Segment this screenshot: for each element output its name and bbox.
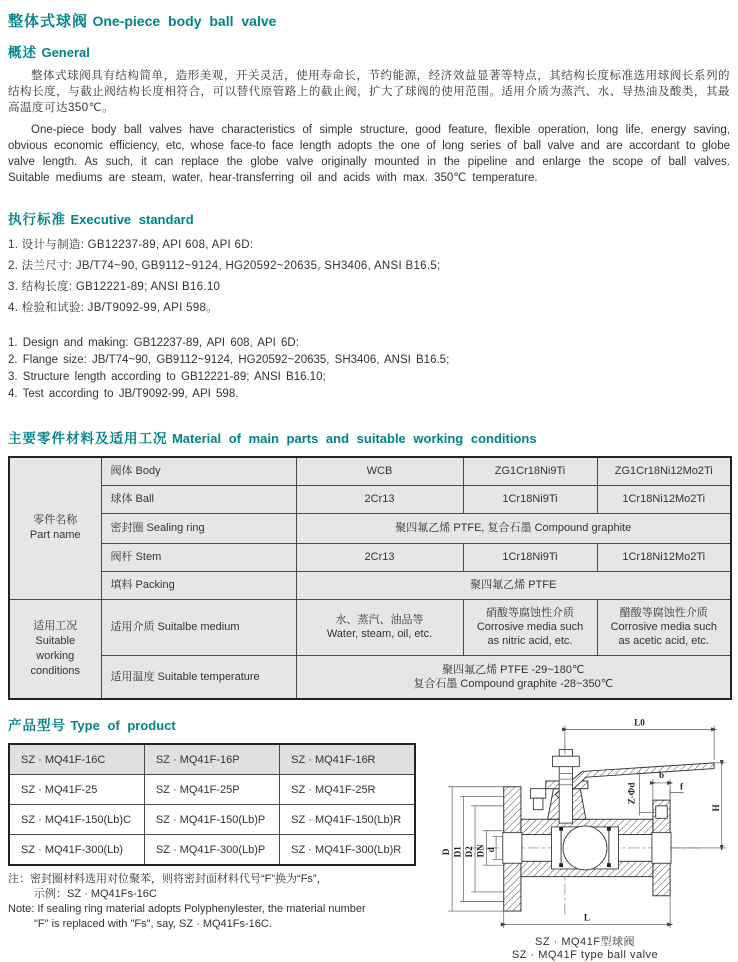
seal-block — [607, 827, 611, 831]
conditions-en: Suitable — [35, 634, 76, 647]
part-label: 阀体 Body — [101, 457, 296, 485]
material-cell: 2Cr13 — [296, 485, 463, 513]
medium-zh: 醋酸等腐蚀性介质 — [619, 607, 708, 619]
stem-nut — [552, 756, 579, 767]
section-heading-materials — [8, 427, 730, 448]
dim-label-l: L — [583, 912, 590, 923]
right-flange-bore — [652, 833, 671, 864]
medium-en: as nitric acid, etc. — [487, 635, 573, 647]
bottom-section — [8, 714, 730, 962]
notes — [8, 872, 424, 932]
dim-label-l0: L0 — [634, 717, 645, 728]
dim-extension — [565, 726, 714, 760]
product-column — [8, 714, 424, 962]
condition-label: 适用介质 Suitalbe medium — [101, 599, 296, 655]
material-cell: ZG1Cr18Ni9Ti — [463, 457, 597, 485]
part-name-zh: 零件名称 — [33, 514, 78, 527]
dim-label-D: D — [441, 848, 452, 856]
material-cell: ZG1Cr18Ni12Mo2Ti — [597, 457, 731, 485]
heading-standard-en: Executive standard — [70, 212, 194, 227]
group-cell-part-name — [9, 457, 101, 599]
medium-en: as acetic acid, etc. — [618, 635, 709, 647]
page-title — [8, 10, 730, 31]
drawing-caption — [434, 936, 736, 962]
section-heading-product — [8, 714, 424, 735]
note-line-zh: 注：密封圈材料选用对位聚苯，则将密封面材料代号“F”换为“Fs”， — [8, 873, 328, 885]
standard-item: 4. Test according to JB/T9092-99, API 598. — [8, 388, 239, 400]
group-cell-conditions — [9, 599, 101, 699]
stem-cap — [559, 749, 572, 756]
material-cell: 1Cr18Ni9Ti — [463, 485, 597, 513]
standard-list-zh — [8, 235, 730, 319]
medium-cell — [463, 599, 597, 655]
left-flange-bore — [503, 833, 522, 864]
standard-item: 2. Flange size: JB/T74~90, GB9112~9124, HG20592~20635, SH3406, ANSI B16.5; — [8, 354, 450, 366]
heading-standard-zh: 执行标准 — [8, 212, 66, 227]
conditions-zh: 适用工况 — [33, 619, 78, 632]
model-cell: SZ · MQ41F-150(Lb)R — [280, 805, 415, 835]
material-cell-span: 聚四氟乙烯 PTFE — [296, 571, 731, 599]
model-cell: SZ · MQ41F-16C — [9, 744, 144, 775]
general-paragraph-en: One-piece body ball valves have characteristics of simple structure, good feature, flexible operation, long life, energy saving, obvious economic efficiency, etc, whose face-to face length adopts the one of long series of ball valve and are accordant to globe valve length. As such, it can replace the globe valve originally mounted in the pipeline and enlarge the scope of ball valves. Suitable mediums are steam, water, hear-transferring oil and acids with max. 350℃ temperature. — [8, 124, 730, 184]
heading-materials-en: Material of main parts and suitable working conditions — [171, 431, 537, 446]
standard-item: 1. 设计与制造: GB12237-89, API 608, API 6D: — [8, 239, 254, 251]
medium-en: Water, steam, oil, etc. — [326, 628, 433, 640]
drawing-caption-zh: SZ · MQ41F型球阀 — [534, 936, 635, 948]
standard-item: 2. 法兰尺寸: JB/T74~90, GB9112~9124, HG20592~20635, SH3406, ANSI B16.5; — [8, 260, 441, 272]
temperature-line: 复合石墨 Compound graphite -28~350℃ — [413, 677, 614, 690]
material-cell-span: 聚四氟乙烯 PTFE, 复合石墨 Compound graphite — [296, 513, 731, 543]
medium-zh: 水、蒸汽、油品等 — [335, 614, 424, 626]
model-cell: SZ · MQ41F-16R — [280, 744, 415, 775]
dim-label-b: b — [658, 770, 665, 781]
valve-ball — [563, 826, 607, 870]
medium-zh: 硝酸等腐蚀性介质 — [486, 607, 574, 619]
stem — [559, 766, 572, 823]
dim-extension — [653, 779, 670, 800]
material-cell: 1Cr18Ni12Mo2Ti — [597, 485, 731, 513]
valve-drawing — [434, 716, 736, 934]
model-cell: SZ · MQ41F-300(Lb) — [9, 835, 144, 866]
part-label: 密封圈 Sealing ring — [101, 513, 296, 543]
drawing-column — [424, 714, 736, 962]
flange-bolt-hole — [656, 806, 667, 818]
stop-bolt-body — [533, 798, 543, 809]
temperature-cell — [296, 655, 731, 699]
page-title-zh: 整体式球阀 — [8, 13, 89, 30]
standard-item: 3. Structure length according to GB12221-89; ANSI B16.10; — [8, 371, 326, 383]
dim-label-dn: DN — [475, 844, 486, 858]
conditions-en: conditions — [30, 664, 81, 677]
materials-table — [8, 456, 732, 700]
general-paragraph-zh: 整体式球阀具有结构简单，造形美观，开关灵活，使用寿命长，节约能源，经济效益显著等特点，其结构长度标准选用球阀长系列的结构长度，与截止阀结构长度相符合，可以替代原管路上的截止阀，扩大了球阀的使用范围。适用介质为蒸汽、水、导热油及酸类，其最高温度可达350℃。 — [8, 70, 730, 114]
standard-item: 4. 检验和试验: JB/T9092-99, API 598。 — [8, 302, 218, 314]
seal-block — [559, 863, 563, 867]
note-line-en: "F" is replaced with "Fs", say, SZ · MQ41Fs-16C. — [34, 918, 272, 930]
part-label: 阀杆 Stem — [101, 543, 296, 571]
model-cell: SZ · MQ41F-150(Lb)P — [144, 805, 279, 835]
temperature-line: 聚四氟乙烯 PTFE -29~180℃ — [442, 663, 585, 676]
dim-label-d: d — [486, 847, 497, 853]
dim-label-h: H — [710, 804, 721, 812]
condition-label: 适用温度 Suitable temperature — [101, 655, 296, 699]
model-cell: SZ · MQ41F-150(Lb)C — [9, 805, 144, 835]
material-cell: 1Cr18Ni9Ti — [463, 543, 597, 571]
model-cell: SZ · MQ41F-25R — [280, 775, 415, 805]
dim-label-zphid: Z-Φd — [626, 782, 637, 805]
medium-en: Corrosive media such — [476, 621, 584, 633]
note-line-en: Note: If sealing ring material adopts Polyphenylester, the material number — [8, 903, 366, 915]
part-label: 球体 Ball — [101, 485, 296, 513]
material-cell: 1Cr18Ni12Mo2Ti — [597, 543, 731, 571]
dim-label-d2: D2 — [464, 846, 475, 858]
material-cell: WCB — [296, 457, 463, 485]
section-heading-standard — [8, 208, 730, 229]
heading-product-zh: 产品型号 — [8, 718, 66, 733]
model-cell: SZ · MQ41F-16P — [144, 744, 279, 775]
standard-item: 1. Design and making: GB12237-89, API 608, API 6D: — [8, 337, 299, 349]
heading-product-en: Type of product — [70, 718, 176, 733]
conditions-en: working — [36, 649, 75, 662]
note-line-zh: 示例：SZ · MQ41Fs-16C — [34, 888, 157, 900]
part-name-en: Part name — [29, 529, 81, 542]
standard-item: 3. 结构长度: GB12221-89; ANSI B16.10 — [8, 281, 221, 293]
stop-bolt — [531, 789, 546, 799]
product-model-table — [8, 743, 416, 866]
model-cell: SZ · MQ41F-25 — [9, 775, 144, 805]
heading-materials-zh: 主要零件材料及适用工况 — [8, 431, 168, 446]
seal-block — [559, 827, 563, 831]
standard-list-en — [8, 335, 730, 403]
valve-cross-section-svg — [434, 716, 736, 934]
dim-label-f: f — [680, 781, 684, 792]
model-cell: SZ · MQ41F-25P — [144, 775, 279, 805]
part-label: 填料 Packing — [101, 571, 296, 599]
heading-general-en: General — [41, 45, 90, 60]
heading-general-zh: 概述 — [8, 45, 37, 60]
model-cell: SZ · MQ41F-300(Lb)P — [144, 835, 279, 866]
model-cell: SZ · MQ41F-300(Lb)R — [280, 835, 415, 866]
medium-cell — [597, 599, 731, 655]
drawing-caption-en: SZ · MQ41F type ball valve — [511, 949, 659, 961]
material-cell: 2Cr13 — [296, 543, 463, 571]
page-title-en: One-piece body ball valve — [92, 13, 277, 29]
seal-block — [607, 863, 611, 867]
dim-label-d1: D1 — [452, 846, 463, 858]
medium-en: Corrosive media such — [610, 621, 717, 633]
section-heading-general — [8, 41, 730, 62]
medium-cell — [296, 599, 463, 655]
